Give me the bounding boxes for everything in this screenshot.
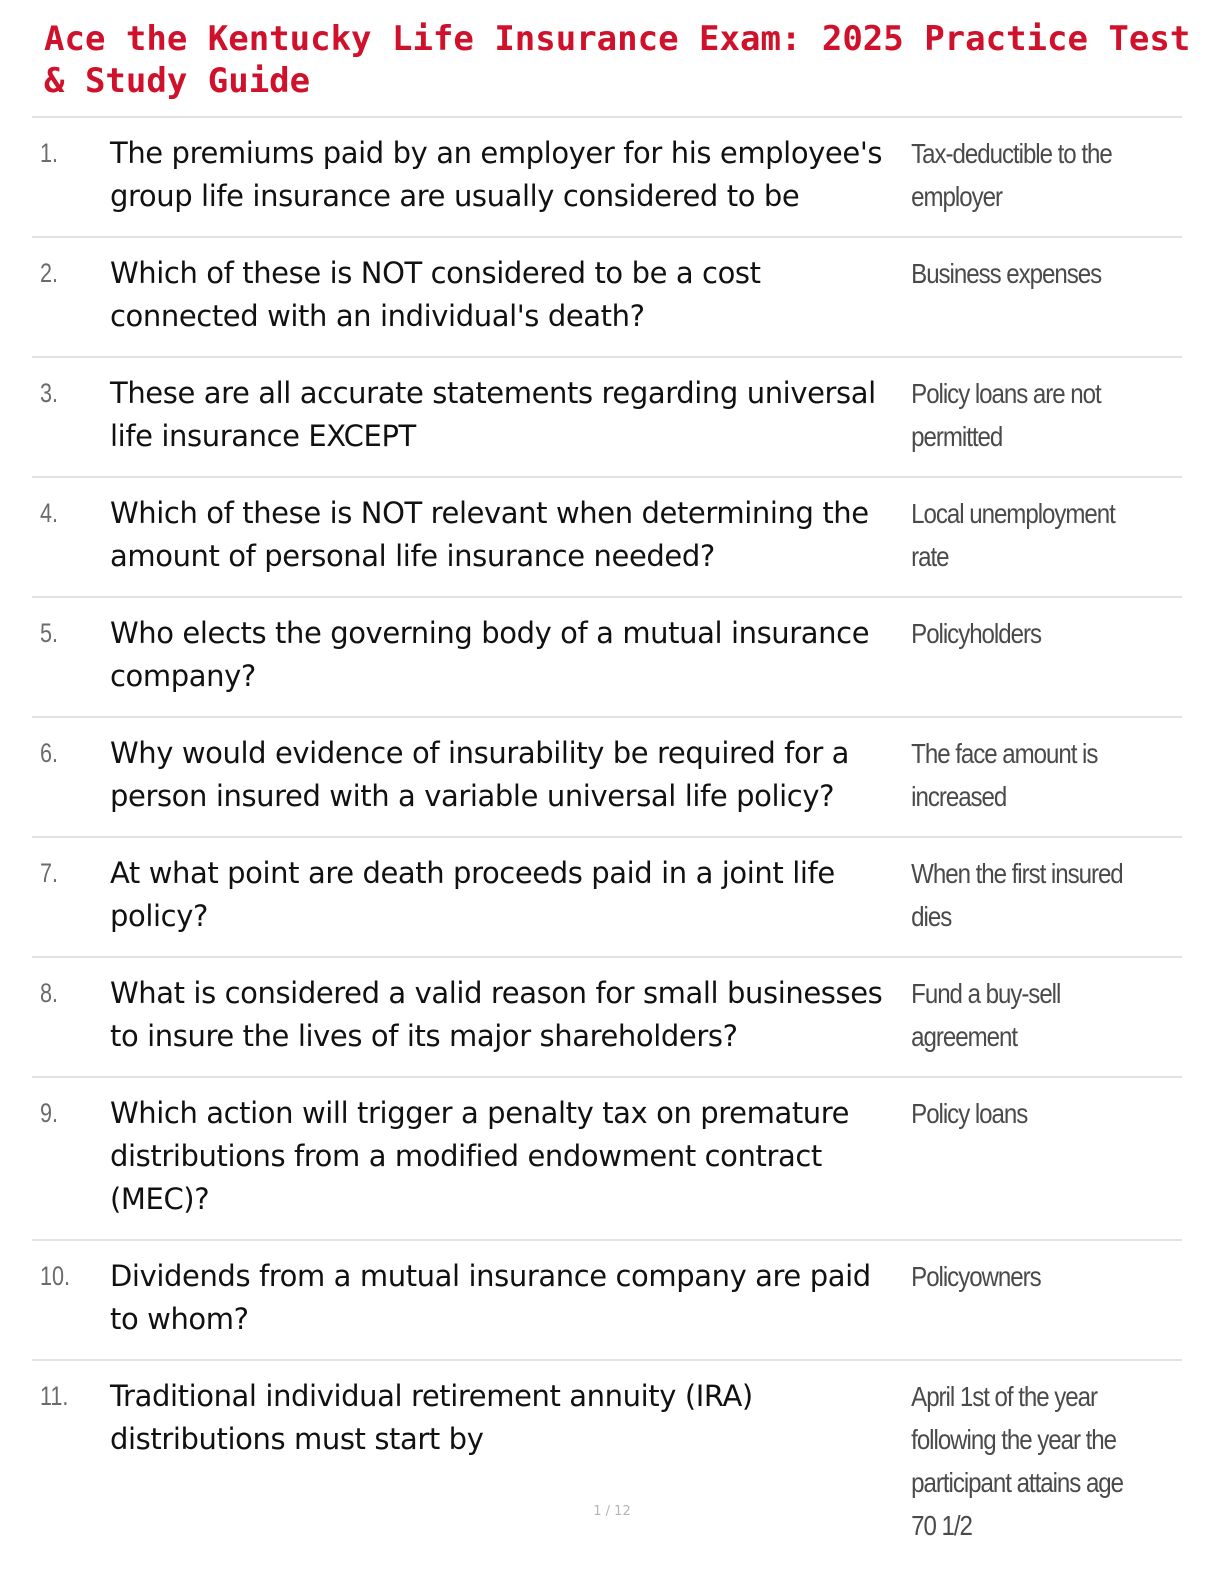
question-text: These are all accurate statements regarding universal life insurance EXCEPT [110, 376, 876, 453]
question-text: Dividends from a mutual insurance company are paid to whom? [110, 1259, 871, 1336]
item-number: 5. [40, 618, 59, 648]
question-text: The premiums paid by an employer for his employee's group life insurance are usually considered to be [110, 136, 883, 213]
list-item [32, 118, 1182, 238]
answer-text: Policy loans [911, 1098, 1028, 1129]
item-number: 8. [40, 978, 59, 1008]
document-title: Ace the Kentucky Life Insurance Exam: 2025 Practice Test & Study Guide [44, 19, 1191, 101]
list-item [32, 358, 1182, 478]
list-item [32, 718, 1182, 838]
list-item [32, 598, 1182, 718]
item-number: 6. [40, 738, 59, 768]
item-number: 3. [40, 378, 59, 408]
item-number: 4. [40, 498, 59, 528]
question-text: At what point are death proceeds paid in a joint life policy? [110, 856, 835, 933]
answer-text: Business expenses [911, 258, 1102, 289]
answer-text: When the first insured dies [911, 858, 1123, 932]
answer-text: Policyholders [911, 618, 1041, 649]
answer-text: The face amount is increased [911, 738, 1098, 812]
question-answer-list [32, 116, 1182, 1565]
question-text: Which of these is NOT relevant when determining the amount of personal life insurance needed? [110, 496, 869, 573]
question-text: Why would evidence of insurability be required for a person insured with a variable universal life policy? [110, 736, 850, 813]
answer-text: Tax-deductible to the employer [911, 138, 1112, 212]
question-text: Traditional individual retirement annuity (IRA) distributions must start by [110, 1379, 753, 1456]
question-text: What is considered a valid reason for small businesses to insure the lives of its major shareholders? [110, 976, 883, 1053]
answer-text: Policyowners [911, 1261, 1041, 1292]
item-number: 10. [40, 1261, 71, 1291]
answer-text: Local unemployment rate [911, 498, 1115, 572]
item-number: 2. [40, 258, 59, 288]
list-item [32, 1361, 1182, 1565]
list-item [32, 838, 1182, 958]
list-item [32, 1241, 1182, 1361]
answer-text: Policy loans are not permitted [911, 378, 1101, 452]
list-item [32, 478, 1182, 598]
item-number: 1. [40, 138, 59, 168]
answer-text: April 1st of the year following the year the participant attains age 70 1/2 [911, 1381, 1124, 1541]
page-number: 1 / 12 [593, 1504, 631, 1519]
item-number: 9. [40, 1098, 59, 1128]
list-item [32, 958, 1182, 1078]
question-text: Which action will trigger a penalty tax on premature distributions from a modified endowment contract (MEC)? [110, 1096, 850, 1216]
question-text: Who elects the governing body of a mutual insurance company? [110, 616, 870, 693]
item-number: 11. [40, 1381, 69, 1411]
list-item [32, 238, 1182, 358]
list-item [32, 1078, 1182, 1241]
question-text: Which of these is NOT considered to be a cost connected with an individual's death? [110, 256, 761, 333]
answer-text: Fund a buy-sell agreement [911, 978, 1061, 1052]
item-number: 7. [40, 858, 59, 888]
